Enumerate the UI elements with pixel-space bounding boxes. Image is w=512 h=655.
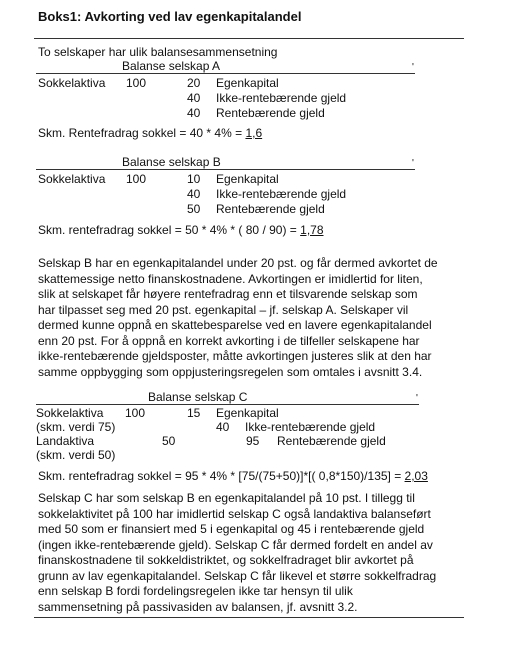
balance-b-ikke-label: Ikke-rentebærende gjeld xyxy=(216,187,347,201)
box-title: Boks1: Avkorting ved lav egenkapitalandel xyxy=(38,9,302,24)
balance-c-sokkel-label: Sokkelaktiva xyxy=(36,406,104,420)
balance-a-heading: Balanse selskap A xyxy=(122,59,221,73)
balance-a-ikke-value: 40 xyxy=(187,91,201,105)
paragraph-line: samme oppbygging som oppjusteringsregelen som omtales i avsnitt 3.4. xyxy=(38,364,423,379)
balance-a-ek-label: Egenkapital xyxy=(216,76,279,90)
balance-c-result: 2,03 xyxy=(404,469,428,483)
paragraph-line: Selskap B har en egenkapitalandel under 20 pst. og får dermed avkortet de xyxy=(38,256,438,270)
intro-text: To selskaper har ulik balansesammensetning xyxy=(38,45,278,59)
balance-b-asset-label: Sokkelaktiva xyxy=(38,172,106,186)
paragraph-line: sokkelaktivitet på 100 har imidlertid selskap C også landaktiva balanseført xyxy=(38,506,431,521)
paragraph-selskap-c xyxy=(38,491,474,615)
balance-a-formula: Skm. Rentefradrag sokkel = 40 * 4% = 1,6 xyxy=(38,126,263,140)
paragraph-line: slik at selskapet får høyere rentefradrag enn et tilsvarende selskap som xyxy=(38,287,418,301)
paragraph-selskap-b xyxy=(38,256,474,380)
balance-c-rente-value: 95 xyxy=(246,434,260,448)
balance-b-result: 1,78 xyxy=(300,223,324,237)
balance-b-formula: Skm. rentefradrag sokkel = 50 * 4% * ( 80 / 90) = 1,78 xyxy=(38,223,324,237)
paragraph-line: sammensetning på passivasiden av balansen, jf. avsnitt 3.2. xyxy=(38,599,358,614)
paragraph-line: dermed kunne oppnå en skattebesparelse ved en lavere egenkapitalandel xyxy=(38,318,432,332)
balance-a-ek-value: 20 xyxy=(187,76,201,90)
balance-a-rule-tick: ' xyxy=(412,62,414,73)
paragraph-line: grunn av lav egenkapitalandel. Selskap C får likevel et større sokkelfradrag xyxy=(38,568,437,583)
balance-a-ikke-label: Ikke-rentebærende gjeld xyxy=(216,91,347,105)
balance-b-rule xyxy=(36,169,415,170)
balance-a-result: 1,6 xyxy=(245,126,263,140)
balance-c-ek-value: 15 xyxy=(187,406,201,420)
paragraph-line: har tilpasset seg med 20 pst. egenkapital – jf. selskap A. Selskaper vil xyxy=(38,302,409,317)
balance-c-land-note: (skm. verdi 50) xyxy=(36,448,116,462)
balance-b-rente-value: 50 xyxy=(187,202,201,216)
balance-b-ek-label: Egenkapital xyxy=(216,172,279,186)
balance-c-heading: Balanse selskap C xyxy=(148,390,248,404)
balance-c-ek-label: Egenkapital xyxy=(216,406,279,420)
paragraph-line: skattemessige netto finanskostnadene. Avkortingen er imidlertid for liten, xyxy=(38,271,423,286)
title-rule xyxy=(34,38,464,39)
balance-c-rente-label: Rentebærende gjeld xyxy=(277,434,386,448)
balance-c-sokkel-note: (skm. verdi 75) xyxy=(36,420,116,434)
balance-b-rule-tick: ' xyxy=(412,158,414,169)
paragraph-line: (ingen ikke-rentebærende gjeld). Selskap C får dermed fordelt en andel av xyxy=(38,537,433,552)
balance-c-land-value: 50 xyxy=(162,434,176,448)
balance-a-asset-value: 100 xyxy=(126,76,147,90)
balance-c-rule-tick: ' xyxy=(416,393,418,404)
balance-a-rule xyxy=(36,73,415,74)
paragraph-line: med 50 som er finansiert med 5 i egenkapital og 45 i rentebærende gjeld xyxy=(38,522,425,536)
balance-b-heading: Balanse selskap B xyxy=(122,155,221,169)
balance-c-land-label: Landaktiva xyxy=(36,434,95,448)
balance-b-rente-label: Rentebærende gjeld xyxy=(216,202,325,216)
balance-b-asset-value: 100 xyxy=(126,172,147,186)
paragraph-line: finanskostnadene til sokkeldistriktet, og sokkelfradraget blir avkortet på xyxy=(38,553,414,567)
balance-c-ikke-label: Ikke-rentebærende gjeld xyxy=(245,420,376,434)
bottom-rule xyxy=(34,617,464,618)
balance-a-rente-label: Rentebærende gjeld xyxy=(216,106,325,120)
paragraph-line: enn 20 pst. For å oppnå en korrekt avkorting i de tilfeller selskapene har xyxy=(38,333,420,348)
balance-c-sokkel-value: 100 xyxy=(125,406,146,420)
balance-a-rente-value: 40 xyxy=(187,106,201,120)
paragraph-line: ikke-rentebærende gjeldsposter, måtte avkortingen justeres slik at den har xyxy=(38,349,432,363)
balance-c-formula: Skm. rentefradrag sokkel = 95 * 4% * [75/(75+50)]*[( 0,8*150)/135] = 2,03 xyxy=(38,469,428,483)
paragraph-line: Selskap C har som selskap B en egenkapitalandel på 10 pst. I tillegg til xyxy=(38,491,415,505)
balance-c-ikke-value: 40 xyxy=(216,420,230,434)
balance-a-asset-label: Sokkelaktiva xyxy=(38,76,106,90)
balance-b-ikke-value: 40 xyxy=(187,187,201,201)
balance-c-rule xyxy=(36,404,419,405)
paragraph-line: enn selskap B fordi fordelingsregelen ikke tar hensyn til ulik xyxy=(38,584,353,598)
balance-b-ek-value: 10 xyxy=(187,172,201,186)
